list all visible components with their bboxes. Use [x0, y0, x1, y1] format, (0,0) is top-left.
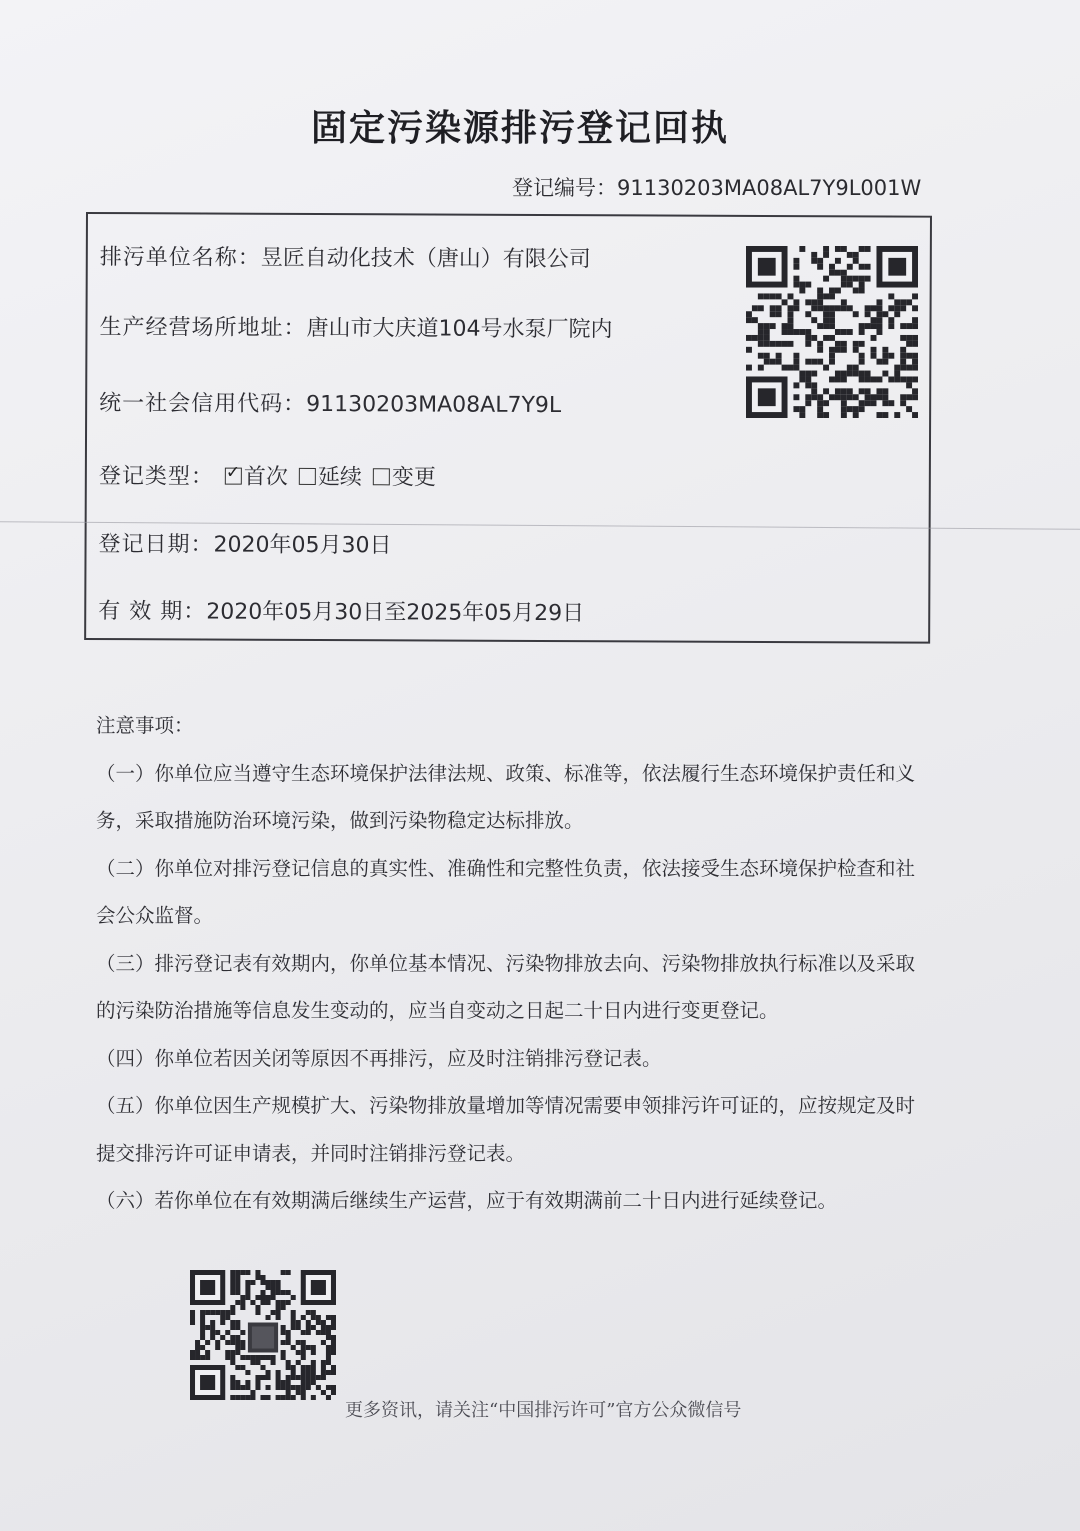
document-title: 固定污染源排污登记回执 [310, 107, 729, 149]
credit-code-row [99, 386, 561, 419]
notes-heading: 注意事项： [96, 714, 194, 737]
address-row [99, 310, 612, 343]
validity-row [98, 594, 584, 627]
checkbox-change-icon [373, 468, 390, 485]
validity-value: 2020年05月30日至2025年05月29日 [206, 599, 585, 627]
reg-type-label: 登记类型： [98, 464, 214, 490]
note-item: （四）你单位若因关闭等原因不再排污，应及时注销排污登记表。 [96, 1046, 662, 1070]
footer-note: 更多资讯，请关注“中国排污许可”官方公众微信号 [345, 1400, 742, 1421]
unit-name-value: 昱匠自动化技术（唐山）有限公司 [260, 245, 591, 273]
note-item: （三）排污登记表有效期内，你单位基本情况、污染物排放去向、污染物排放执行标准以及采取的污染防治措施等信息发生变动的，应当自变动之日起二十日内进行变更登记。 [96, 951, 916, 1022]
reg-date-row [98, 527, 391, 559]
unit-name-label: 排污单位名称： [99, 245, 261, 271]
validity-label: 有 效 期： [98, 599, 207, 625]
reg-type-change: 变更 [391, 465, 436, 491]
reg-date-value: 2020年05月30日 [213, 532, 392, 559]
reg-date-label: 登记日期： [98, 532, 214, 558]
registration-number: 登记编号：91130203MA08AL7Y9L001W [512, 176, 922, 200]
address-label: 生产经营场所地址： [99, 315, 307, 341]
wechat-qr-code-icon [190, 1270, 336, 1400]
note-item: （二）你单位对排污登记信息的真实性、准确性和完整性负责，依法接受生态环境保护检查和社会公众监督。 [96, 856, 916, 927]
unit-name-row [100, 240, 591, 273]
credit-code-label: 统一社会信用代码： [99, 391, 307, 417]
reg-type-row [99, 459, 436, 491]
reg-type-first: 首次 [243, 464, 288, 490]
credit-code-value: 91130203MA08AL7Y9L [306, 391, 562, 419]
checkbox-extend-icon [299, 468, 316, 485]
note-item: （一）你单位应当遵守生态环境保护法律法规、政策、标准等，依法履行生态环境保护责任和义务，采取措施防治环境污染，做到污染物稳定达标排放。 [96, 761, 916, 832]
reg-type-extend: 延续 [317, 465, 362, 491]
notes-section [96, 702, 916, 1225]
qr-code-icon [746, 246, 918, 418]
note-item: （六）若你单位在有效期满后继续生产运营，应于有效期满前二十日内进行延续登记。 [96, 1189, 838, 1212]
note-item: （五）你单位因生产规模扩大、污染物排放量增加等情况需要申领排污许可证的，应按规定及时提交排污许可证申请表，并同时注销排污登记表。 [96, 1094, 916, 1165]
address-value: 唐山市大庆道104号水泵厂院内 [306, 315, 613, 343]
checkbox-first-icon [225, 468, 242, 485]
